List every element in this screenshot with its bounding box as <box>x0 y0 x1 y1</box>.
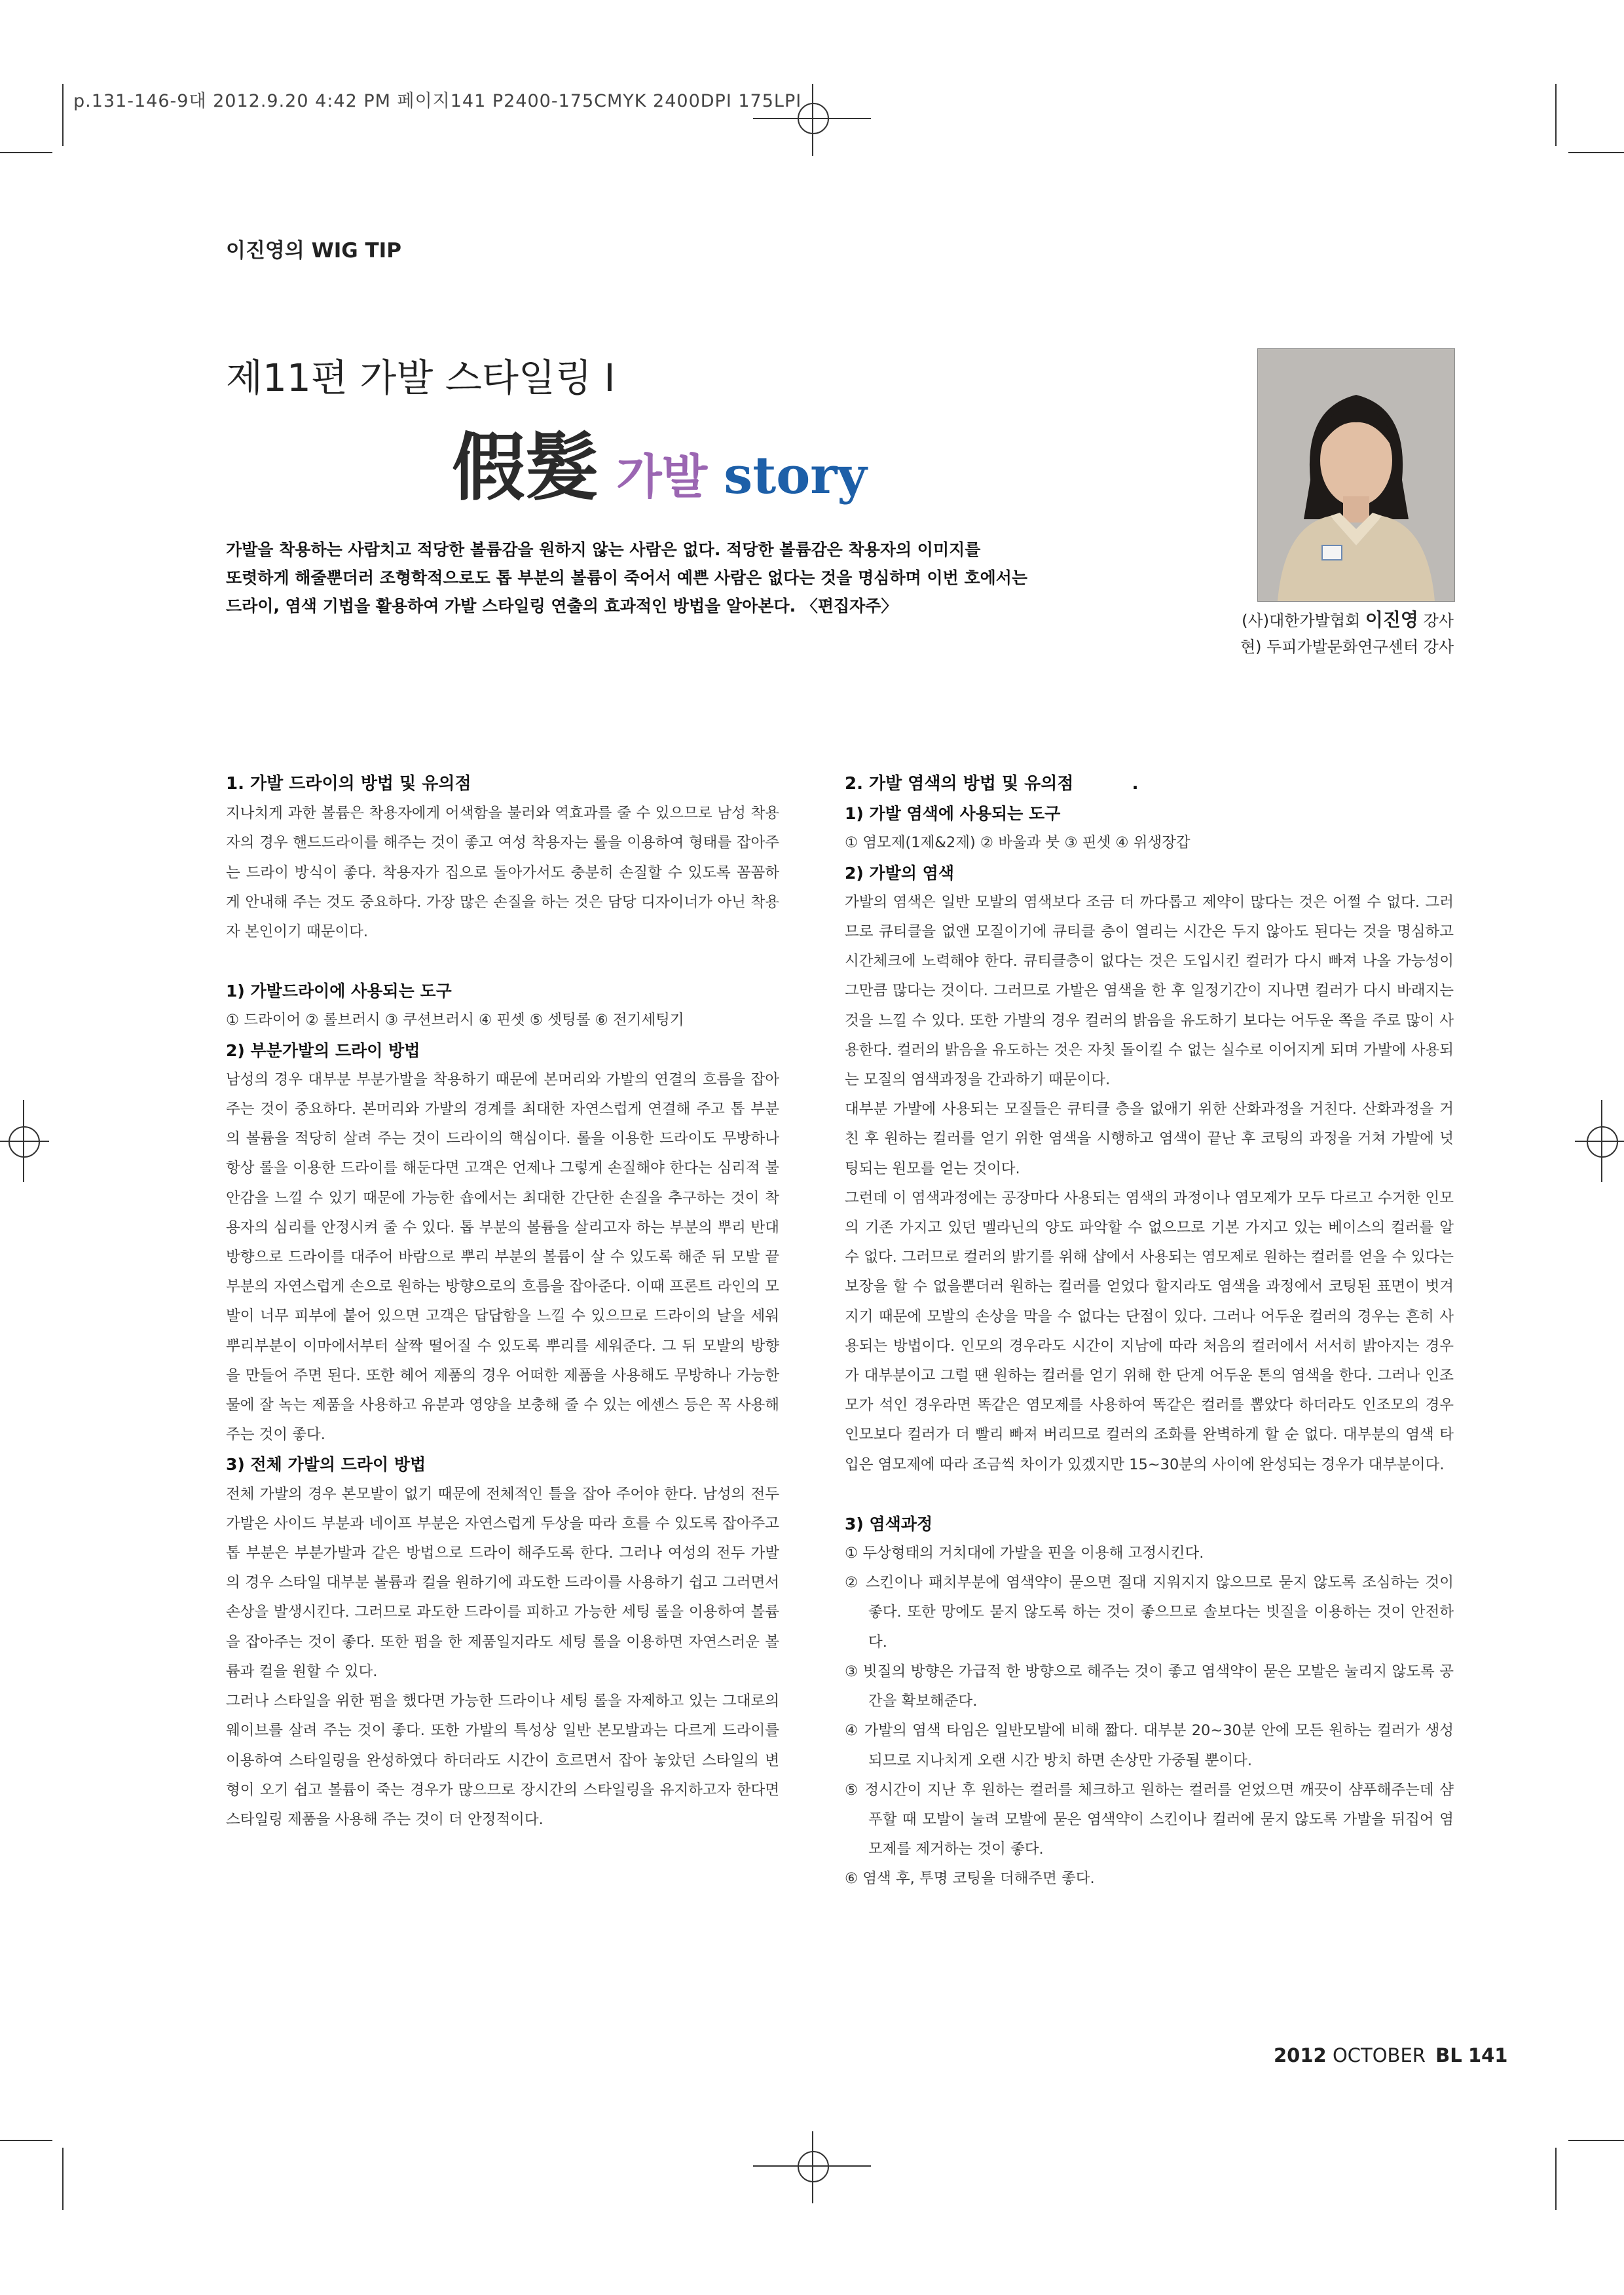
paragraph: 가발의 염색은 일반 모발의 염색보다 조금 더 까다롭고 제약이 많다는 것은 어쩔 수 없다. 그러므로 큐티클을 없앤 모질이기에 큐티클 층이 열리는 시간은 두지 않아도 된다는 것을 명심하고 시간체크에 노력해야 한다. 큐티클층이 없다는 것은 도입시킨 컬러가 다시 빠져 나올 가능성이 그만큼 많다는 것이다. 그러므로 가발은 염색을 한 후 일정기간이 지나면 컬러가 다시 바래지는 것을 느낄 수 있다. 또한 가발의 경우 컬러의 밝음을 유도하기 보다는 어두운 쪽을 주로 많이 사용한다. 컬러의 밝음을 유도하는 것은 자칫 돌이킬 수 없는 실수로 이어지게 되며 가발에 사용되는 모질의 염색과정을 간과하기 때문이다. <box>845 893 1454 1089</box>
section-tag: 이진영의 WIG TIP <box>226 239 401 263</box>
intro-line: 드라이, 염색 기법을 활용하여 가발 스타일링 연출의 효과적인 방법을 알아본다. 〈편집자주〉 <box>226 597 898 615</box>
list-item: ④ 가발의 염색 타임은 일반모발에 비해 짧다. 대부분 20~30분 안에 모든 원하는 컬러가 생성되므로 지나치게 오랜 시간 방치 하면 손상만 가중될 뿐이다. <box>845 1722 1454 1769</box>
paragraph: 대부분 가발에 사용되는 모질들은 큐티클 층을 없애기 위한 산화과정을 거친다. 산화과정을 거친 후 원하는 컬러를 얻기 위한 염색을 시행하고 염색이 끝난 후 코팅의 과정을 거쳐 가발에 넛팅되는 원모를 얻는 것이다. <box>845 1101 1454 1177</box>
list-item: ② 스킨이나 패치부분에 염색약이 묻으면 절대 지워지지 않으므로 묻지 않도록 조심하는 것이 좋다. 또한 망에도 묻지 않도록 하는 것이 좋으므로 솔보다는 빗질을 이용하는 것이 안전하다. <box>845 1574 1454 1651</box>
intro-line: 또렷하게 해줄뿐더러 조형학적으로도 톱 부분의 볼륨이 죽어서 예쁜 사람은 없다는 것을 명심하며 이번 호에서는 <box>226 568 1028 587</box>
paragraph: 그러나 스타일을 위한 펌을 했다면 가능한 드라이나 세팅 롤을 자제하고 있는 그대로의 웨이브를 살려 주는 것이 좋다. 또한 가발의 특성상 일반 본모발과는 다르게 드라이를 이용하여 스타일링을 완성하였다 하더라도 시간이 흐르면서 잡아 놓았던 스타일의 변형이 오기 쉽고 볼륨이 죽는 경우가 많으므로 장시간의 스타일링을 유지하고자 한다면 스타일링 제품을 사용해 주는 것이 더 안정적이다. <box>226 1693 779 1828</box>
subsection-heading: 1) 가발드라이에 사용되는 도구 <box>226 982 452 1001</box>
subsection-heading: 3) 염색과정 <box>845 1514 933 1533</box>
list-item: ⑤ 정시간이 지난 후 원하는 컬러를 체크하고 원하는 컬러를 얻었으면 깨끗이 샴푸해주는데 샴푸할 때 모발이 눌려 모발에 묻은 염색약이 스킨이나 컬러에 묻지 않도록 가발을 뒤집어 염모제를 제거하는 것이 좋다. <box>845 1781 1454 1858</box>
subtitle-hangul: 가발 <box>616 449 708 504</box>
subtitle <box>452 409 867 515</box>
subsection-heading: 3) 전체 가발의 드라이 방법 <box>226 1455 426 1475</box>
crop-mark <box>0 2140 52 2141</box>
author-role: 강사 <box>1423 612 1454 630</box>
author-affiliation: 현) 두피가발문화연구센터 강사 <box>1240 638 1454 656</box>
section-heading-text: 2. 가발 염색의 방법 및 유의점 <box>845 774 1074 794</box>
printer-info: p.131-146-9대 2012.9.20 4:42 PM 페이지141 P2400-175CMYK 2400DPI 175LPI <box>73 91 802 111</box>
stray-dot: . <box>1132 774 1139 794</box>
right-column <box>845 769 1454 1894</box>
subsection-heading: 2) 가발의 염색 <box>845 863 954 883</box>
paragraph: ① 드라이어 ② 롤브러시 ③ 쿠션브러시 ④ 핀셋 ⑤ 셋팅롤 ⑥ 전기세팅기 <box>226 1012 684 1029</box>
page-footer <box>1274 2044 1508 2066</box>
list-item: ① 두상형태의 거치대에 가발을 핀을 이용해 고정시킨다. <box>845 1545 1204 1562</box>
section-heading <box>845 769 1454 799</box>
list-item: ⑥ 염색 후, 투명 코팅을 더해주면 좋다. <box>845 1870 1095 1888</box>
subsection-heading: 2) 부분가발의 드라이 방법 <box>226 1040 420 1060</box>
crop-mark <box>1555 84 1557 146</box>
footer-magazine: BL <box>1435 2044 1462 2066</box>
crop-mark <box>1568 152 1624 153</box>
page-title: 제11편 가발 스타일링 I <box>226 356 616 400</box>
author-caption <box>1231 607 1454 660</box>
paragraph: ① 염모제(1제&2제) ② 바울과 붓 ③ 핀셋 ④ 위생장갑 <box>845 834 1190 852</box>
intro-paragraph <box>226 536 1027 620</box>
subsection-heading: 1) 가발 염색에 사용되는 도구 <box>845 804 1061 824</box>
author-name: 이진영 <box>1365 609 1418 631</box>
subtitle-latin: story <box>724 446 867 505</box>
paragraph: 그런데 이 염색과정에는 공장마다 사용되는 염색의 과정이나 염모제가 모두 다르고 수거한 인모의 기존 가지고 있던 멜라닌의 양도 파악할 수 없으므로 기본 가지고 있는 베이스의 컬러를 알 수 없다. 그러므로 컬러의 밝기를 위해 샵에서 사용되는 염모제로 원하는 컬러를 얻을 수 있다는 보장을 할 수 없을뿐더러 원하는 컬러를 얻었다 할지라도 염색을 과정에서 코팅된 표면이 벗겨지기 때문에 모발의 손상을 막을 수 없다는 단점이 있다. 그러나 어두운 컬러의 경우는 흔히 사용되는 방법이다. 인모의 경우라도 시간이 지남에 따라 처음의 컬러에서 서서히 밝아지는 경우가 대부분이고 그럴 땐 원하는 컬러를 얻기 위해 한 단계 어두운 톤의 염색을 한다. 그러나 인조모가 석인 경우라면 똑같은 염모제를 사용하여 똑같은 컬러를 뽑았다 하더라도 인조모의 경우 인모보다 컬러가 더 빨리 빠져 버리므로 컬러의 조화를 완벽하게 할 순 없다. 대부분의 염색 타입은 염모제에 따라 조금씩 차이가 있겠지만 15~30분의 사이에 완성되는 경우가 대부분이다. <box>845 1189 1454 1473</box>
crop-mark <box>0 152 52 153</box>
list-item: ③ 빗질의 방향은 가급적 한 방향으로 해주는 것이 좋고 염색약이 묻은 모발은 눌리지 않도록 공간을 확보해준다. <box>845 1662 1454 1710</box>
crop-mark <box>1555 2148 1557 2210</box>
crop-mark <box>1568 2140 1624 2141</box>
author-photo <box>1257 348 1455 602</box>
left-column <box>226 769 779 1835</box>
crop-mark <box>62 2148 64 2210</box>
section-heading: 1. 가발 드라이의 방법 및 유의점 <box>226 774 471 794</box>
subtitle-hanja: 假髮 <box>452 425 599 511</box>
page-number: 141 <box>1467 2044 1508 2066</box>
footer-year: 2012 <box>1274 2044 1327 2066</box>
crop-mark <box>62 84 64 146</box>
paragraph: 지나치게 과한 볼륨은 착용자에게 어색함을 불러와 역효과를 줄 수 있으므로 남성 착용자의 경우 핸드드라이를 해주는 것이 좋고 여성 착용자는 롤을 이용하여 형태를 잡아주는 드라이 방식이 좋다. 착용자가 집으로 돌아가서도 충분히 손질할 수 있도록 꼼꼼하게 안내해 주는 것도 중요하다. 가장 많은 손질을 하는 것은 담당 디자이너가 아닌 착용자 본인이기 때문이다. <box>226 805 779 941</box>
author-org: (사)대한가발협회 <box>1242 612 1361 630</box>
intro-line: 가발을 착용하는 사람치고 적당한 볼륨감을 원하지 않는 사람은 없다. 적당한 볼륨감은 착용자의 이미지를 <box>226 540 981 559</box>
paragraph: 남성의 경우 대부분 부분가발을 착용하기 때문에 본머리와 가발의 연결의 흐름을 잡아주는 것이 중요하다. 본머리와 가발의 경계를 최대한 자연스럽게 연결해 주고 톱 부분의 볼륨을 적당히 살려 주는 것이 드라이의 핵심이다. 롤을 이용한 드라이도 무방하나 항상 롤을 이용한 드라이를 해둔다면 고객은 언제나 그렇게 손질해야 한다는 심리적 불안감을 느낄 수 있기 때문에 가능한 숍에서는 최대한 간단한 손질을 추구하는 것이 착용자의 심리를 안정시켜 줄 수 있다. 톱 부분의 볼륨을 살리고자 하는 부분의 뿌리 반대 방향으로 드라이를 대주어 바람으로 뿌리 부분의 볼륨이 살 수 있도록 해준 뒤 모발 끝부분의 자연스럽게 손으로 원하는 방향으로의 흐름을 잡아준다. 이때 프론트 라인의 모발이 너무 피부에 붙어 있으면 고객은 답답함을 느낄 수 있으므로 드라이의 날을 세워 뿌리부분이 이마에서부터 살짝 떨어질 수 있도록 뿌리를 세워준다. 그 뒤 모발의 방향을 만들어 주면 된다. 또한 헤어 제품의 경우 어떠한 제품을 사용해도 무방하나 가능한 물에 잘 녹는 제품을 사용하고 유분과 영양을 보충해 줄 수 있는 에센스 등은 꼭 사용해 주는 것이 좋다. <box>226 1071 779 1444</box>
footer-month: OCTOBER <box>1332 2044 1426 2066</box>
paragraph: 전체 가발의 경우 본모발이 없기 때문에 전체적인 틀을 잡아 주어야 한다. 남성의 전두 가발은 사이드 부분과 네이프 부분은 자연스럽게 두상을 따라 흐를 수 있도록 잡아주고 톱 부분은 부분가발과 같은 방법으로 드라이 해주도록 한다. 그러나 여성의 전두 가발의 경우 스타일 대부분 볼륨과 컬을 원하기에 과도한 드라이를 사용하기 쉽고 그러면서 손상을 발생시킨다. 그러므로 과도한 드라이를 피하고 가능한 세팅 롤을 이용하여 볼륨을 잡아주는 것이 좋다. 또한 펌을 한 제품일지라도 세팅 롤을 이용하면 자연스러운 볼륨과 컬을 원할 수 있다. <box>226 1485 779 1680</box>
